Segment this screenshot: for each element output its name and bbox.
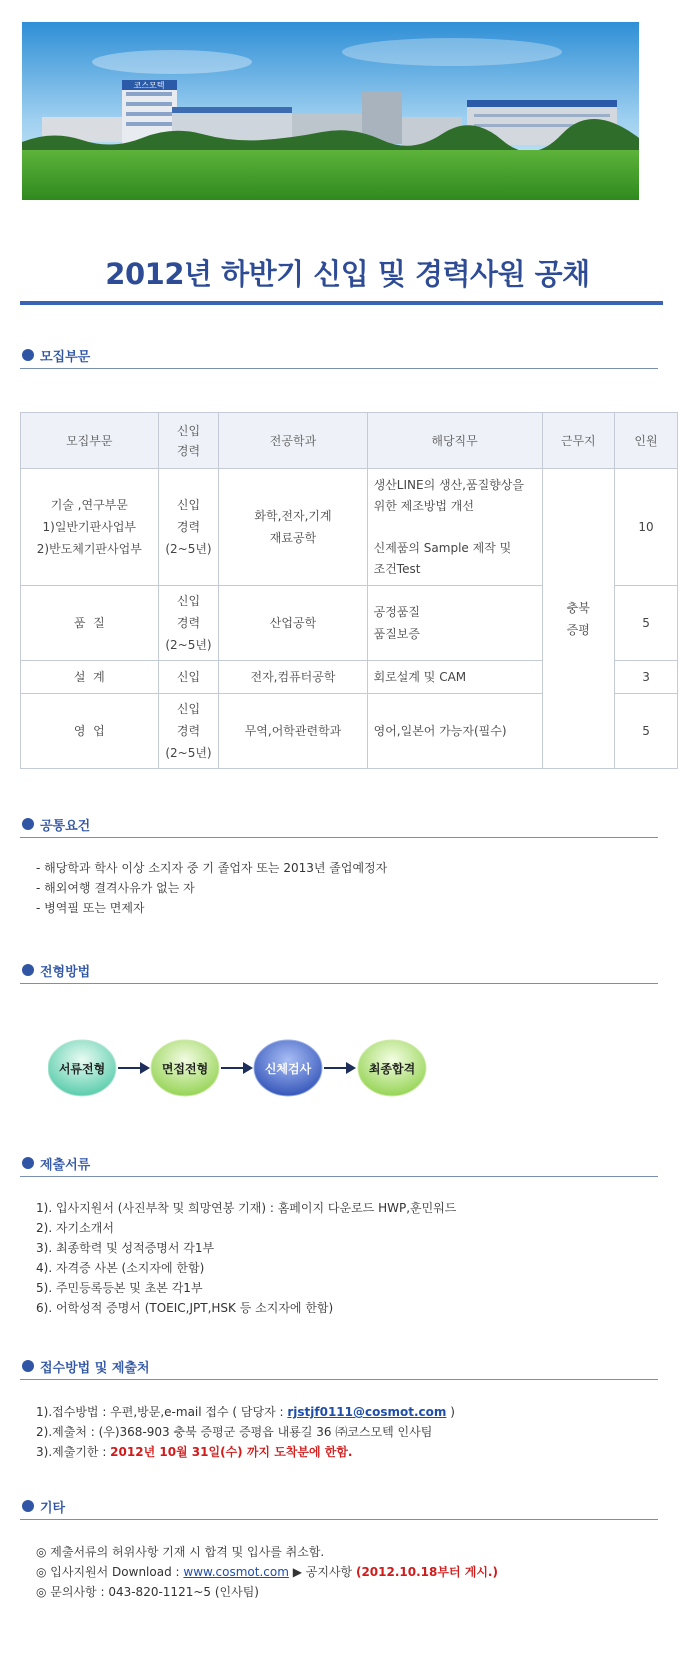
list-item: - 병역필 또는 면제자	[36, 901, 145, 915]
cell-major: 산업공학	[219, 586, 367, 661]
cell-duty: 공정품질 품질보증	[367, 586, 542, 661]
page-title: 2012년 하반기 신입 및 경력사원 공채	[105, 257, 590, 291]
list-item: - 해외여행 결격사유가 없는 자	[36, 881, 195, 895]
section-documents	[20, 1150, 658, 1177]
arrow-right-icon	[221, 1062, 253, 1074]
section-title: 제출서류	[40, 1157, 91, 1173]
step-label: 신체검사	[264, 1062, 312, 1076]
process-flow	[48, 1034, 448, 1104]
list-item: 4). 자격증 사본 (소지자에 한함)	[36, 1261, 205, 1275]
list-item: 2). 자기소개서	[36, 1221, 114, 1235]
company-banner-image	[22, 22, 639, 200]
section-title: 접수방법 및 제출처	[40, 1360, 150, 1376]
etc-line: ◎ 제출서류의 허위사항 기재 시 합격 및 입사를 취소함.	[36, 1545, 325, 1559]
deadline-value: 2012년 10월 31일(수) 까지 도착분에 한함.	[110, 1445, 353, 1459]
cell-location: 충북 증평	[542, 469, 615, 769]
submit-deadline-line	[36, 1442, 455, 1462]
cell-count: 3	[615, 661, 678, 694]
cell-major: 전자,컴퓨터공학	[219, 661, 367, 694]
step-label: 최종합격	[368, 1062, 416, 1076]
cell-dept: 기술 ,연구부문 1)일반기판사업부 2)반도체기판사업부	[21, 469, 159, 586]
cell-type: 신입 경력 (2~5년)	[158, 586, 219, 661]
cell-count: 5	[615, 694, 678, 769]
documents-list	[36, 1198, 456, 1318]
bullet-dot-icon	[22, 818, 34, 830]
common-requirements-list	[36, 858, 387, 918]
list-item: 3). 최종학력 및 성적증명서 각1부	[36, 1241, 215, 1255]
section-process	[20, 957, 658, 984]
etc-info	[36, 1542, 498, 1602]
section-title: 공통요건	[40, 818, 91, 834]
bullet-dot-icon	[22, 349, 34, 361]
cell-dept: 품 질	[21, 586, 159, 661]
cell-duty: 영어,일본어 가능자(필수)	[367, 694, 542, 769]
header-count: 인원	[615, 413, 678, 469]
cell-dept: 영 업	[21, 694, 159, 769]
submit-method-line	[36, 1402, 455, 1422]
section-recruit	[20, 342, 658, 369]
bullet-dot-icon	[22, 1500, 34, 1512]
section-title: 기타	[40, 1500, 66, 1516]
section-title: 전형방법	[40, 964, 91, 980]
notice-label: ▶ 공지사항	[288, 1565, 356, 1579]
bullet-dot-icon	[22, 1360, 34, 1372]
process-step-2	[151, 1040, 219, 1096]
table-row	[21, 469, 678, 586]
cell-major: 화학,전자,기계 재료공학	[219, 469, 367, 586]
process-step-1	[48, 1040, 116, 1096]
etc-line: ◎ 문의사항 : 043-820-1121~5 (인사팀)	[36, 1585, 259, 1599]
cell-count: 5	[615, 586, 678, 661]
list-item: 5). 주민등록등본 및 초본 각1부	[36, 1281, 203, 1295]
bullet-dot-icon	[22, 964, 34, 976]
table-header-row	[21, 413, 678, 469]
cell-type: 신입 경력 (2~5년)	[158, 694, 219, 769]
submit-method-text: 1).접수방법 : 우편,방문,e-mail 접수 ( 담당자 :	[36, 1405, 288, 1419]
header-duty: 해당직무	[367, 413, 542, 469]
process-step-4	[358, 1040, 426, 1096]
section-submit	[20, 1353, 658, 1380]
section-etc	[20, 1493, 658, 1520]
header-major: 전공학과	[219, 413, 367, 469]
list-item: 1). 입사지원서 (사진부착 및 희망연봉 기재) : 홈페이지 다운로드 HWP,훈민워드	[36, 1201, 457, 1215]
etc-line	[36, 1562, 498, 1582]
cell-dept: 설 계	[21, 661, 159, 694]
cell-type: 신입	[158, 661, 219, 694]
step-label: 면접전형	[161, 1062, 209, 1076]
header-type: 신입 경력	[158, 413, 219, 469]
arrow-right-icon	[118, 1062, 150, 1074]
notice-date: (2012.10.18부터 게시.)	[355, 1565, 498, 1579]
download-label: ◎ 입사지원서 Download :	[36, 1565, 184, 1579]
header-dept: 모집부문	[21, 413, 159, 469]
submit-method-suffix: )	[446, 1405, 455, 1419]
website-link[interactable]: www.cosmot.com	[183, 1565, 289, 1579]
header-location: 근무지	[542, 413, 615, 469]
submit-address-line: 2).제출처 : (우)368-903 충북 증평군 증평읍 내룡길 36 ㈜코스모텍 인사팀	[36, 1425, 433, 1439]
bullet-dot-icon	[22, 1157, 34, 1169]
list-item: - 해당학과 학사 이상 소지자 중 기 졸업자 또는 2013년 졸업예정자	[36, 861, 388, 875]
contact-email-link[interactable]: rjstjf0111@cosmot.com	[287, 1405, 447, 1419]
process-step-3	[254, 1040, 322, 1096]
section-common	[20, 811, 658, 838]
step-label: 서류전형	[58, 1062, 106, 1076]
cell-duty: 생산LINE의 생산,품질향상을 위한 제조방법 개선 신제품의 Sample 제작 및 조건Test	[367, 469, 542, 586]
cell-major: 무역,어학관련학과	[219, 694, 367, 769]
arrow-right-icon	[324, 1062, 356, 1074]
cell-duty: 회로설계 및 CAM	[367, 661, 542, 694]
recruit-table	[20, 412, 678, 769]
section-title: 모집부문	[40, 349, 91, 365]
list-item: 6). 어학성적 증명서 (TOEIC,JPT,HSK 등 소지자에 한함)	[36, 1301, 334, 1315]
cell-type: 신입 경력 (2~5년)	[158, 469, 219, 586]
deadline-label: 3).제출기한 :	[36, 1445, 111, 1459]
title-divider	[20, 301, 663, 305]
building-sign: 코스모텍	[133, 81, 165, 90]
cell-count: 10	[615, 469, 678, 586]
submit-info	[36, 1402, 455, 1462]
